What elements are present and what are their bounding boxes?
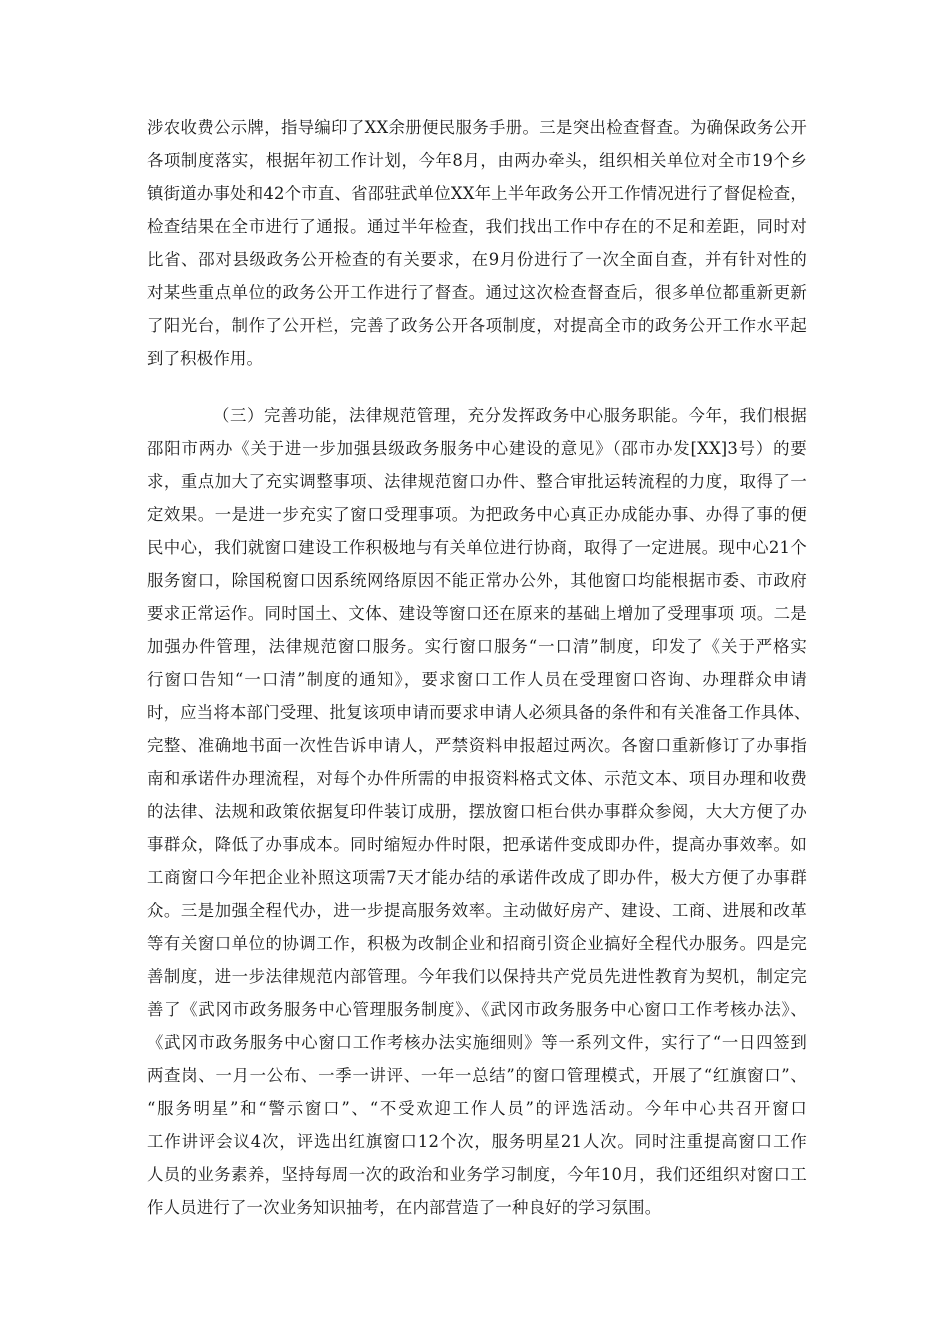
text-line: 行窗口告知“一口清”制度的通知》，要求窗口工作人员在受理窗口咨询、办理群众申请 — [147, 670, 807, 689]
text-line: 众。三是加强全程代办，进一步提高服务效率。主动做好房产、建设、工商、进展和改革 — [147, 901, 807, 920]
text-line: 求，重点加大了充实调整事项、法律规范窗口办件、整合审批运转流程的力度，取得了一 — [147, 472, 807, 491]
text-line: 事群众，降低了办事成本。同时缩短办件时限，把承诺件变成即办件，提高办事效率。如 — [147, 835, 807, 854]
text-line: 南和承诺件办理流程，对每个办件所需的申报资料格式文体、示范文本、项目办理和收费 — [147, 769, 807, 788]
text-line: 涉农收费公示牌，指导编印了XX余册便民服务手册。三是突出检查督查。为确保政务公开 — [147, 118, 807, 137]
text-line: 镇街道办事处和42个市直、省邵驻武单位XX年上半年政务公开工作情况进行了督促检查， — [147, 184, 807, 203]
text-line: 善制度，进一步法律规范内部管理。今年我们以保持共产党员先进性教育为契机，制定完 — [147, 967, 807, 986]
text-line: 服务窗口，除国税窗口因系统网络原因不能正常办公外，其他窗口均能根据市委、市政府 — [147, 571, 807, 590]
text-line: 了阳光台，制作了公开栏，完善了政务公开各项制度，对提高全市的政务公开工作水平起 — [147, 316, 807, 335]
text-line: 要求正常运作。同时国土、文体、建设等窗口还在原来的基础上增加了受理事项 项。二是 — [147, 604, 807, 623]
text-line: 工商窗口今年把企业补照这项需7天才能办结的承诺件改成了即办件，极大方便了办事群 — [147, 868, 807, 887]
text-line: 作人员进行了一次业务知识抽考，在内部营造了一种良好的学习氛围。 — [147, 1198, 662, 1217]
text-line: 到了积极作用。 — [147, 349, 264, 368]
text-line: 《武冈市政务服务中心窗口工作考核办法实施细则》等一系列文件，实行了“一日四签到 — [147, 1033, 807, 1052]
text-line: 完整、准确地书面一次性告诉申请人，严禁资料申报超过两次。各窗口重新修订了办事指 — [147, 736, 807, 755]
text-line: 邵阳市两办《关于进一步加强县级政务服务中心建设的意见》（邵市办发[XX]3号）的要 — [147, 439, 807, 458]
text-line: 检查结果在全市进行了通报。通过半年检查，我们找出工作中存在的不足和差距，同时对 — [147, 217, 807, 236]
text-line: 工作讲评会议4次，评选出红旗窗口12个次，服务明星21人次。同时注重提高窗口工作 — [147, 1132, 807, 1151]
text-line: 人员的业务素养，坚持每周一次的政治和业务学习制度，今年10月，我们还组织对窗口工 — [147, 1165, 807, 1184]
text-line: 各项制度落实，根据年初工作计划，今年8月，由两办牵头，组织相关单位对全市19个乡 — [147, 151, 807, 170]
text-line: 加强办件管理，法律规范窗口服务。实行窗口服务“一口清”制度，印发了《关于严格实 — [147, 637, 807, 656]
text-line: 对某些重点单位的政务公开工作进行了督查。通过这次检查督查后，很多单位都重新更新 — [147, 283, 807, 302]
text-line: “服务明星”和“警示窗口”、“不受欢迎工作人员”的评选活动。今年中心共召开窗口 — [147, 1099, 807, 1118]
text-line: 善了《武冈市政务服务中心管理服务制度》、《武冈市政务服务中心窗口工作考核办法》、 — [147, 1000, 807, 1019]
text-line: 民中心，我们就窗口建设工作积极地与有关单位进行协商，取得了一定进展。现中心21个 — [147, 538, 807, 557]
text-line: 时，应当将本部门受理、批复该项申请而要求申请人必须具备的条件和有关准备工作具体、 — [147, 703, 811, 722]
text-line: 定效果。一是进一步充实了窗口受理事项。为把政务中心真正办成能办事、办得了事的便 — [147, 505, 807, 524]
text-line: 等有关窗口单位的协调工作，积极为改制企业和招商引资企业搞好全程代办服务。四是完 — [147, 934, 807, 953]
text-line: 比省、邵对县级政务公开检查的有关要求，在9月份进行了一次全面自查，并有针对性的 — [147, 250, 807, 269]
text-line: 两查岗、一月一公布、一季一讲评、一年一总结”的窗口管理模式，开展了“红旗窗口”、 — [147, 1066, 807, 1085]
text-line: （三）完善功能，法律规范管理，充分发挥政务中心服务职能。今年，我们根据 — [213, 406, 807, 425]
text-line: 的法律、法规和政策依据复印件装订成册，摆放窗口柜台供办事群众参阅，大大方便了办 — [147, 802, 807, 821]
